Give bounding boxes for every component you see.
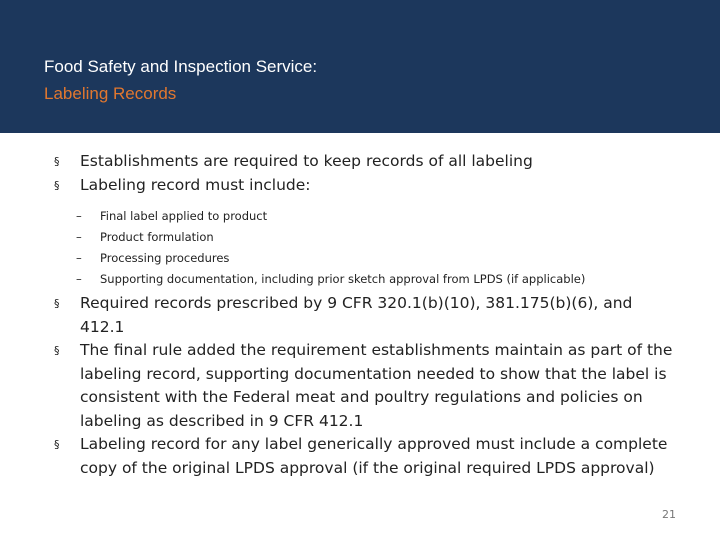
bullet-item [48,174,678,198]
dash-icon: – [76,209,82,223]
bullet-item [48,150,678,174]
bullet-item [48,433,678,480]
sub-item-text: Final label applied to product [100,209,268,223]
sub-list [48,206,678,290]
bullet-icon: § [54,344,60,357]
bullet-icon: § [54,438,60,451]
bullet-item [48,292,678,339]
bullet-item [48,339,678,433]
bullet-text: Labeling record for any label generically approved must include a complete copy of the original LPDS approval (if the original required LPDS approval) [80,435,668,477]
dash-icon: – [76,272,82,286]
sub-item [48,269,678,290]
sub-item [48,227,678,248]
dash-icon: – [76,230,82,244]
bullet-icon: § [54,178,60,192]
bullet-icon: § [54,297,60,310]
slide-subtitle: Labeling Records [44,84,177,103]
bullet-text: Establishments are required to keep records of all labeling [80,152,533,170]
sub-item-text: Processing procedures [100,251,230,265]
sub-item [48,248,678,269]
slide-header [0,0,720,133]
bullet-text: The final rule added the requirement establishments maintain as part of the labeling record, supporting documentation needed to show that the label is consistent with the Federal meat and poultry regulations and policies on labeling as described in 9 CFR 412.1 [80,341,673,430]
slide-title: Food Safety and Inspection Service: [44,57,318,76]
sub-item-text: Supporting documentation, including prior sketch approval from LPDS (if applicable) [100,272,586,286]
bullet-text: Required records prescribed by 9 CFR 320.1(b)(10), 381.175(b)(6), and 412.1 [80,294,633,336]
bullet-text: Labeling record must include: [80,175,311,194]
slide-content [48,150,678,480]
page-number: 21 [662,508,676,521]
sub-item-text: Product formulation [100,230,214,244]
bullet-icon: § [54,155,60,168]
sub-item [48,206,678,227]
dash-icon: – [76,251,82,265]
